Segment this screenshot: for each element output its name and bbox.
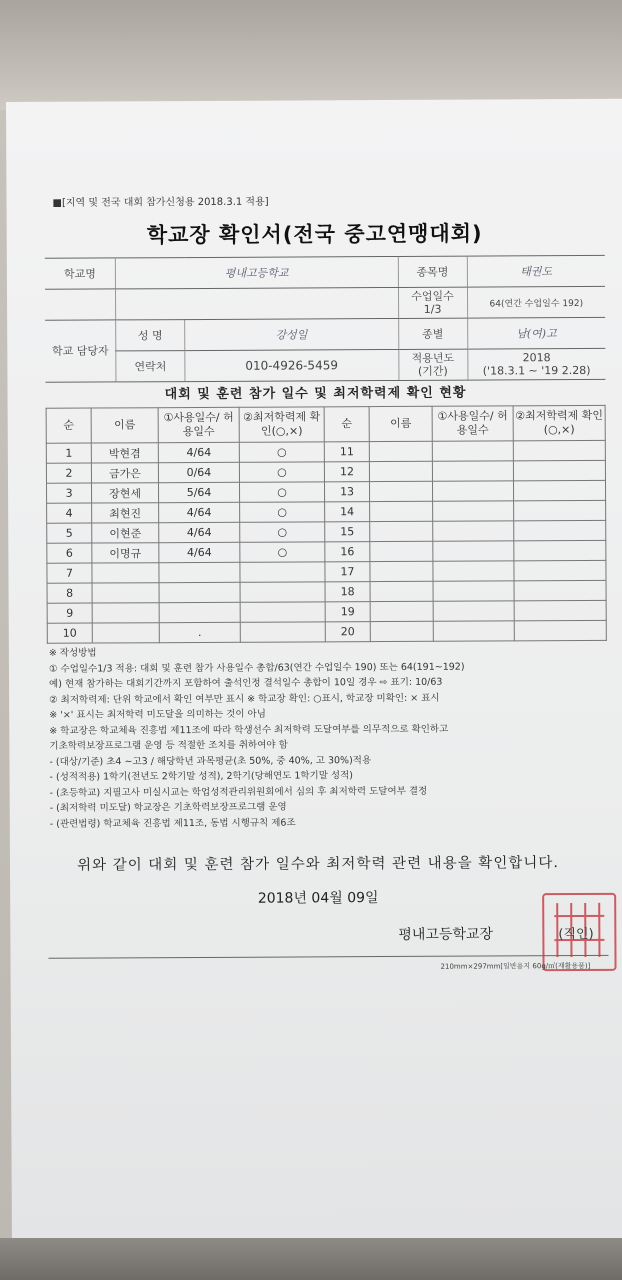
row-check-right bbox=[513, 460, 605, 480]
row-name-right bbox=[370, 561, 433, 581]
row-days: 4/64 bbox=[158, 442, 239, 462]
row-name-right bbox=[369, 461, 432, 481]
event-label: 종목명 bbox=[398, 256, 467, 287]
days-spacer bbox=[45, 289, 116, 320]
row-no: 10 bbox=[47, 623, 92, 643]
row-check bbox=[240, 602, 325, 622]
name-label: 성 명 bbox=[116, 320, 185, 351]
table-title: 대회 및 훈련 참가 일수 및 최저학력제 확인 현황 bbox=[164, 385, 467, 403]
gender-label: 종별 bbox=[398, 318, 467, 349]
row-days-right bbox=[432, 441, 513, 461]
row-days: . bbox=[159, 622, 240, 642]
row-days bbox=[159, 602, 240, 622]
col-check-right: ②최저학력제 확인(○,×) bbox=[513, 405, 605, 440]
row-no-right: 11 bbox=[324, 442, 369, 462]
row-check-right bbox=[514, 500, 606, 520]
note-line: ② 최저학력제: 단위 학교에서 확인 여부만 표시 ※ 학교장 확인: ○표시, 학교장 미확인: × 표시 bbox=[49, 692, 440, 706]
participation-table bbox=[46, 405, 607, 644]
row-name bbox=[92, 563, 159, 583]
row-no-right: 20 bbox=[325, 622, 370, 642]
row-check-right bbox=[514, 600, 606, 620]
header-note: ■[지역 및 전국 대회 참가신청용 2018.3.1 적용] bbox=[52, 196, 269, 209]
row-days: 5/64 bbox=[158, 482, 239, 502]
row-days bbox=[159, 562, 240, 582]
row-name: 장현세 bbox=[91, 483, 158, 503]
row-days-right bbox=[433, 521, 514, 541]
row-days-right bbox=[433, 581, 514, 601]
col-check: ②최저학력제 확인(○,×) bbox=[239, 407, 324, 442]
row-days: 4/64 bbox=[159, 522, 240, 542]
contact-value: 010-4926-5459 bbox=[185, 349, 399, 381]
note-line: ※ '×' 표시는 최저학력 미도달을 의미하는 것이 아님 bbox=[49, 708, 266, 721]
row-days-right bbox=[433, 541, 514, 561]
instructions bbox=[49, 644, 466, 832]
row-name-right bbox=[370, 621, 433, 641]
row-check-right bbox=[514, 520, 606, 540]
col-no: 순 bbox=[46, 408, 91, 443]
row-check-right bbox=[514, 620, 606, 640]
row-check-right bbox=[513, 440, 605, 460]
background-top bbox=[0, 0, 622, 110]
row-name: 최현진 bbox=[92, 503, 159, 523]
manager-label: 학교 담당자 bbox=[45, 320, 116, 382]
row-no-right: 17 bbox=[325, 562, 370, 582]
days-value: 64(연간 수업일수 192) bbox=[467, 286, 605, 318]
row-name-right bbox=[369, 441, 432, 461]
note-line: - (관련법령) 학교체육 진흥법 제11조, 동법 시행규칙 제6조 bbox=[49, 816, 296, 830]
footer-divider bbox=[48, 955, 608, 959]
row-no-right: 13 bbox=[324, 482, 369, 502]
row-check: ○ bbox=[239, 462, 324, 482]
row-no-right: 14 bbox=[325, 502, 370, 522]
row-no: 3 bbox=[46, 483, 91, 503]
year-value: 2018 bbox=[522, 351, 551, 365]
table-row bbox=[47, 620, 606, 643]
row-name: 금가은 bbox=[91, 463, 158, 483]
row-name-right bbox=[370, 521, 433, 541]
row-check: ○ bbox=[239, 442, 324, 462]
row-days-right bbox=[433, 621, 514, 641]
row-no: 7 bbox=[47, 563, 92, 583]
note-line: 기초학력보장프로그램 운영 등 적절한 조치를 취하여야 함 bbox=[49, 739, 288, 752]
row-no-right: 12 bbox=[324, 462, 369, 482]
school-value: 평내고등학교 bbox=[115, 256, 398, 288]
row-no-right: 15 bbox=[325, 522, 370, 542]
row-check-right bbox=[514, 540, 606, 560]
row-check bbox=[240, 582, 325, 602]
note-line: - (성적적용) 1학기(전년도 2학기말 성적), 2학기(당해연도 1학기말 성적) bbox=[49, 770, 353, 783]
col-name: 이름 bbox=[91, 408, 158, 443]
row-days-right bbox=[433, 561, 514, 581]
row-days-right bbox=[433, 501, 514, 521]
issue-date: 2018년 04월 09일 bbox=[257, 890, 379, 907]
row-name: 이현준 bbox=[92, 523, 159, 543]
col-name-right: 이름 bbox=[369, 406, 432, 441]
days-spacer-2 bbox=[115, 287, 398, 319]
row-check bbox=[240, 622, 325, 642]
confirm-text: 위와 같이 대회 및 훈련 참가 일수와 최저학력 관련 내용을 확인합니다. bbox=[77, 855, 559, 874]
row-name bbox=[92, 603, 159, 623]
contact-label: 연락처 bbox=[116, 351, 185, 382]
seal-label: (직인) bbox=[558, 926, 594, 943]
principal-name: 평내고등학교장 bbox=[398, 926, 494, 943]
year-cell bbox=[467, 348, 605, 380]
row-days-right bbox=[432, 481, 513, 501]
name-value: 강성일 bbox=[185, 318, 399, 350]
row-name-right bbox=[369, 481, 432, 501]
document-page bbox=[6, 99, 622, 1242]
row-check bbox=[240, 562, 325, 582]
year-label: 적용년도 (기간) bbox=[398, 349, 467, 380]
year-range: ('18.3.1 ~ '19 2.28) bbox=[482, 363, 591, 378]
row-no: 8 bbox=[47, 583, 92, 603]
row-check: ○ bbox=[240, 542, 325, 562]
note-line: - (대상/기준) 초4 ~고3 / 해당학년 과목평균(초 50%, 중 40%, 고 30%)적용 bbox=[49, 754, 372, 768]
row-no: 5 bbox=[47, 523, 92, 543]
background-bottom bbox=[0, 1238, 622, 1280]
row-check: ○ bbox=[240, 522, 325, 542]
note-line: - (초등학교) 지필고사 미실시교는 학업성적관리위원회에서 심의 후 최저학력 도달여부 결정 bbox=[49, 785, 428, 799]
row-no: 2 bbox=[46, 463, 91, 483]
row-check: ○ bbox=[239, 482, 324, 502]
paper-spec: 210mm×297mm[일반용지 60g/㎡(재활용품)] bbox=[440, 961, 591, 971]
col-days: ①사용일수/ 허용일수 bbox=[158, 407, 239, 442]
row-days: 0/64 bbox=[158, 462, 239, 482]
note-line: - (최저학력 미도달) 학교장은 기초학력보장프로그램 운영 bbox=[49, 801, 287, 814]
note-line: ※ 학교장은 학교체육 진흥법 제11조에 따라 학생선수 최저학력 도달여부를 의무적으로 확인하고 bbox=[49, 723, 449, 737]
gender-value: 남(여)고 bbox=[467, 317, 605, 349]
row-name-right bbox=[370, 601, 433, 621]
row-check-right bbox=[514, 560, 606, 580]
row-days-right bbox=[433, 601, 514, 621]
row-no-right: 18 bbox=[325, 582, 370, 602]
row-name-right bbox=[370, 541, 433, 561]
event-value: 태권도 bbox=[467, 255, 605, 287]
row-name-right bbox=[370, 581, 433, 601]
info-table bbox=[45, 255, 606, 383]
row-check-right bbox=[513, 480, 605, 500]
row-no: 6 bbox=[47, 543, 92, 563]
row-days: 4/64 bbox=[159, 502, 240, 522]
row-days-right bbox=[432, 461, 513, 481]
col-no-right: 순 bbox=[324, 407, 369, 442]
row-no: 9 bbox=[47, 603, 92, 623]
row-check: ○ bbox=[240, 502, 325, 522]
page-title: 학교장 확인서(전국 중고연맹대회) bbox=[146, 221, 483, 248]
row-no-right: 19 bbox=[325, 602, 370, 622]
row-no-right: 16 bbox=[325, 542, 370, 562]
row-days bbox=[159, 582, 240, 602]
row-name-right bbox=[370, 501, 433, 521]
row-check-right bbox=[514, 580, 606, 600]
note-line: 예) 현재 참가하는 대회기간까지 포함하여 출석인정 결석일수 총합이 10일 경우 ⇨ 표기: 10/63 bbox=[49, 676, 443, 690]
row-name bbox=[92, 623, 159, 643]
row-no: 1 bbox=[46, 443, 91, 463]
note-line: ① 수업일수1/3 적용: 대회 및 훈련 참가 사용일수 총합/63(연간 수업일수 190) 또는 64(191~192) bbox=[48, 661, 465, 675]
col-days-right: ①사용일수/ 허용일수 bbox=[432, 406, 513, 441]
row-name: 박현겸 bbox=[91, 443, 158, 463]
row-name bbox=[92, 583, 159, 603]
days-label: 수업일수 1/3 bbox=[398, 287, 467, 318]
row-name: 이명규 bbox=[92, 543, 159, 563]
row-no: 4 bbox=[47, 503, 92, 523]
school-label: 학교명 bbox=[45, 258, 116, 289]
note-line: ※ 작성방법 bbox=[48, 647, 97, 659]
row-days: 4/64 bbox=[159, 542, 240, 562]
